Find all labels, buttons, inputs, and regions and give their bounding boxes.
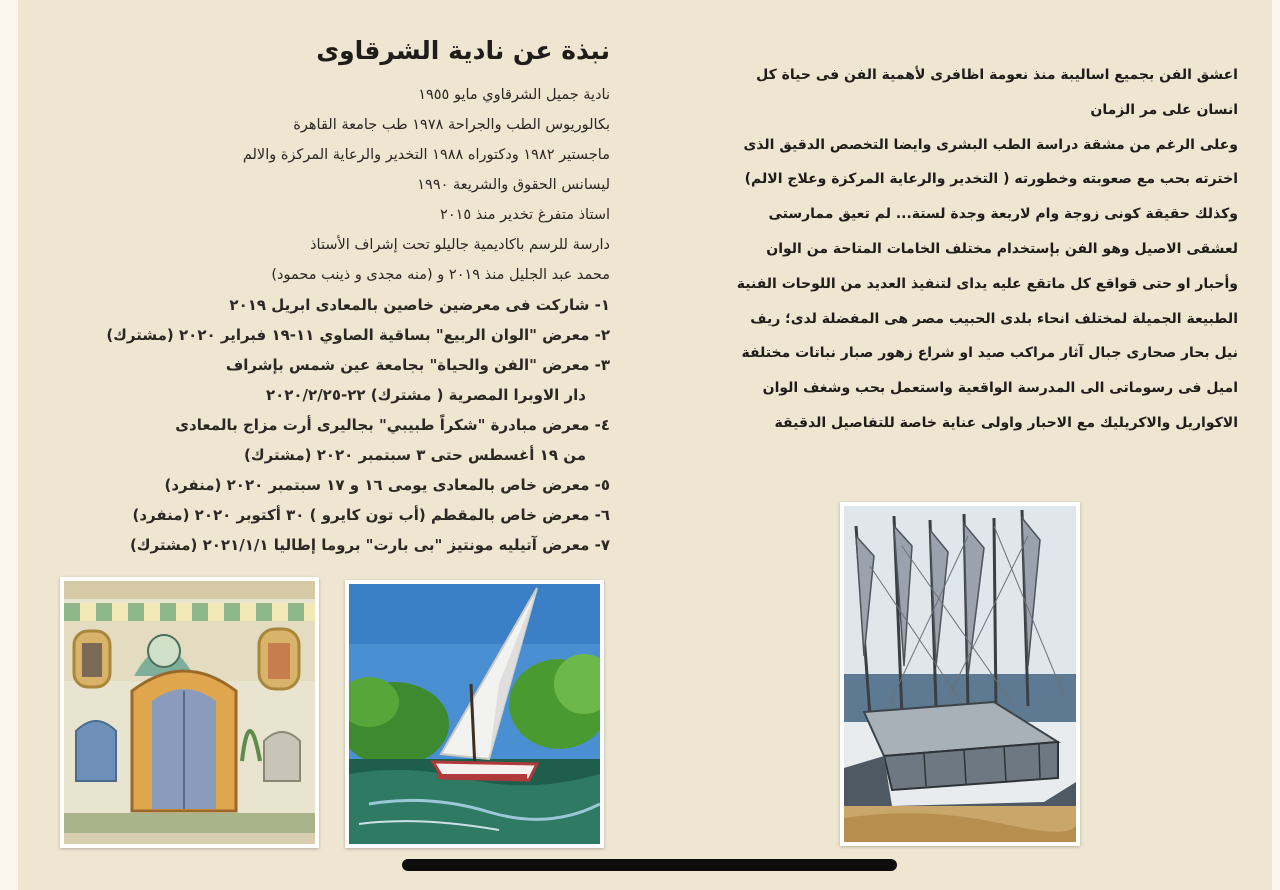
statement-line: نيل بحار صحارى جبال آثار مراكب صيد او شراع زهور صبار نباتات مختلفة bbox=[741, 345, 1238, 362]
bio-line: محمد عبد الجليل منذ ٢٠١٩ و (منه مجدى و ذينب محمود) bbox=[271, 267, 610, 283]
exhibition-item-continued: دار الاوبرا المصرية ( مشترك) ٢٢-٢٠٢٠/٢/٢٥ bbox=[265, 386, 586, 404]
page-left-margin bbox=[0, 0, 18, 890]
statement-line: اخترته بحب مع صعوبته وخطورته ( التخدير والرعاية المركزة وعلاج الالم) bbox=[744, 171, 1238, 188]
exhibition-item-continued: من ١٩ أغسطس حتى ٣ سبتمبر ٢٠٢٠ (مشترك) bbox=[244, 446, 586, 464]
exhibition-item: ١- شاركت فى معرضين خاصين بالمعادى ابريل ٢٠١٩ bbox=[229, 296, 610, 314]
page-right-margin bbox=[1272, 0, 1280, 890]
felucca-sailboat-painting bbox=[345, 580, 604, 848]
statement-line: انسان على مر الزمان bbox=[1090, 101, 1238, 118]
statement-line: لعشقى الاصيل وهو الفن بإستخدام مختلف الخامات المتاحة من الوان bbox=[766, 240, 1238, 257]
bio-line: ليسانس الحقوق والشريعة ١٩٩٠ bbox=[417, 177, 610, 193]
bio-line: نادية جميل الشرقاوي مايو ١٩٥٥ bbox=[418, 87, 610, 103]
exhibition-item: ٤- معرض مبادرة "شكراً طبيبي" بجاليرى أرت مزاج بالمعادى bbox=[175, 416, 610, 434]
biography-section bbox=[90, 36, 610, 560]
statement-line: الاكواريل والاكريليك مع الاحبار واولى عناية خاصة للتفاصيل الدقيقة bbox=[774, 414, 1238, 431]
bio-line: بكالوريوس الطب والجراحة ١٩٧٨ طب جامعة القاهرة bbox=[293, 117, 610, 133]
statement-line: وعلى الرغم من مشقة دراسة الطب البشرى وايضا التخصص الدقيق الذى bbox=[743, 136, 1238, 153]
exhibition-item: ٥- معرض خاص بالمعادى يومى ١٦ و ١٧ سبتمبر ٢٠٢٠ (منفرد) bbox=[164, 476, 610, 494]
exhibition-item: ٧- معرض آتيليه مونتيز "بى بارت" بروما إطاليا ٢٠٢١/١/١ (مشترك) bbox=[129, 536, 610, 554]
exhibition-item: ٣- معرض "الفن والحياة" بجامعة عين شمس بإشراف bbox=[225, 356, 610, 374]
home-indicator-bar[interactable] bbox=[402, 859, 897, 871]
bio-line: استاذ متفرغ تخدير منذ ٢٠١٥ bbox=[440, 207, 610, 223]
statement-line: وأحبار او حتى قواقع كل ماتقع عليه يداى لتنفيذ العديد من اللوحات الفنية bbox=[736, 275, 1238, 292]
bio-line: ماجستير ١٩٨٢ ودكتوراه ١٩٨٨ التخدير والرعاية المركزة والالم bbox=[242, 147, 610, 163]
statement-line: اعشق الفن بجميع اساليبة منذ نعومة اظافرى لأهمية الفن فى حياة كل bbox=[756, 67, 1238, 83]
biography-title: نبذة عن نادية الشرقاوى bbox=[316, 36, 610, 65]
house-facade-painting bbox=[60, 577, 319, 848]
exhibition-item: ٦- معرض خاص بالمقطم (أب تون كايرو ) ٣٠ أكتوبر ٢٠٢٠ (منفرد) bbox=[132, 506, 610, 524]
exhibition-item: ٢- معرض "الوان الربيع" بساقية الصاوي ١١-١٩ فبراير ٢٠٢٠ (مشترك) bbox=[106, 326, 610, 344]
statement-line: الطبيعة الجميلة لمختلف انحاء بلدى الحبيب مصر هى المفضلة لدى؛ ريف bbox=[750, 310, 1238, 327]
statement-line: اميل فى رسوماتى الى المدرسة الواقعية واستعمل بحب وشغف الوان bbox=[762, 380, 1238, 397]
artist-statement bbox=[690, 58, 1238, 441]
moored-boats-painting bbox=[840, 502, 1080, 846]
bio-line: دارسة للرسم باكاديمية جاليلو تحت إشراف الأستاذ bbox=[310, 237, 610, 253]
statement-line: وكذلك حقيقة كونى زوجة وام لاربعة وجدة لستة... لم تعيق ممارستى bbox=[768, 206, 1238, 223]
